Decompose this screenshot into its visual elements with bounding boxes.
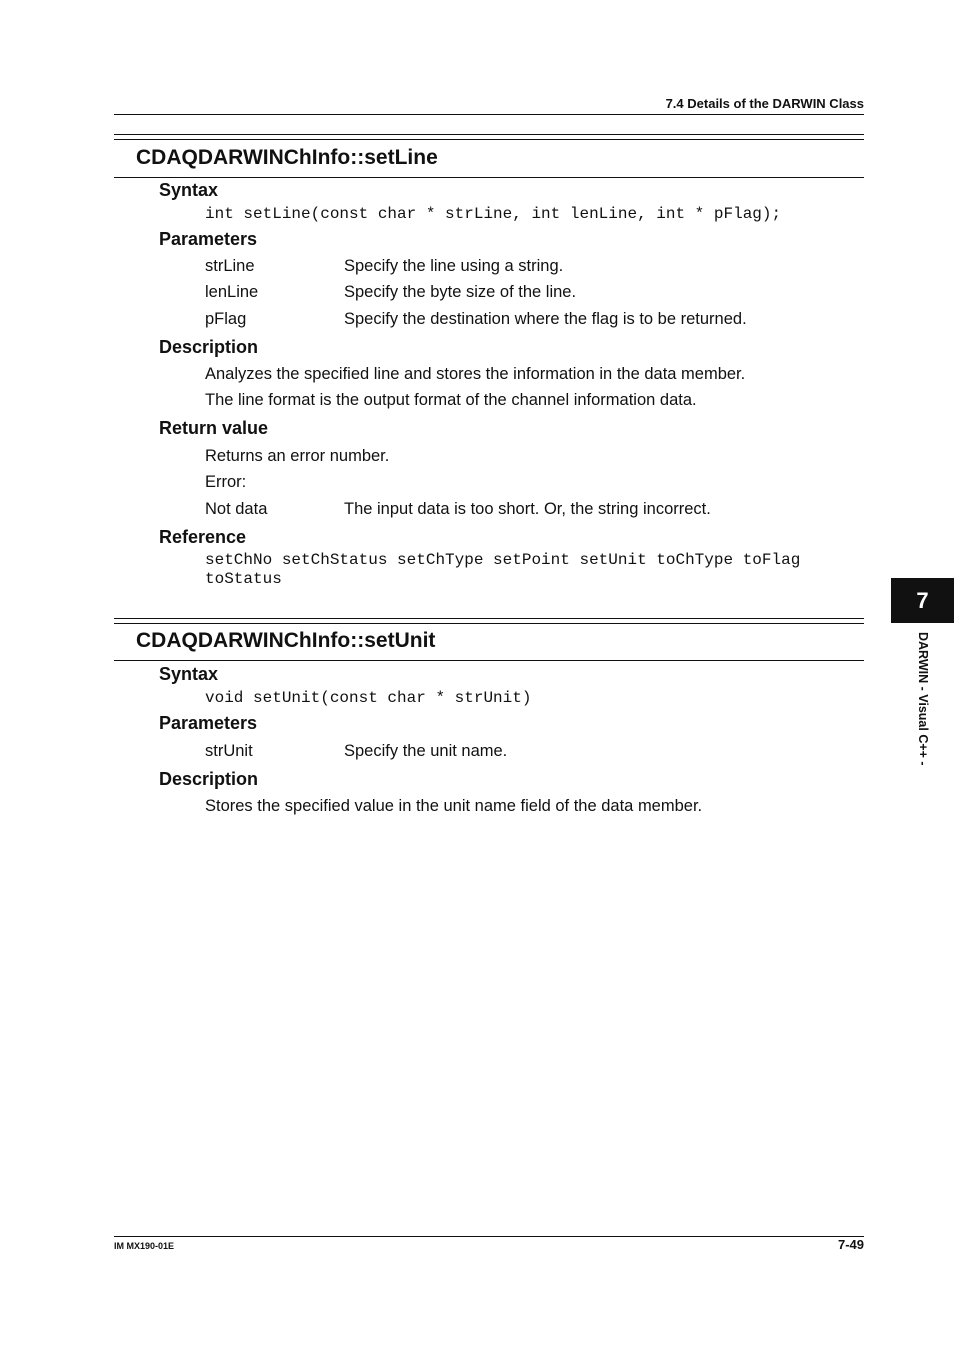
section-rule-top (114, 618, 864, 619)
return-line: Error: (205, 473, 247, 491)
param-desc: Specify the line using a string. (344, 257, 564, 275)
description-heading: Description (159, 337, 259, 357)
section-rule-top (114, 134, 864, 135)
description-line: Stores the specified value in the unit name field of the data member. (205, 797, 703, 815)
param-desc: Specify the byte size of the line. (344, 283, 577, 301)
running-header: 7.4 Details of the DARWIN Class (665, 96, 864, 111)
syntax-code: int setLine(const char * strLine, int lenLine, int * pFlag); (205, 205, 782, 223)
description-line: Analyzes the specified line and stores the information in the data member. (205, 365, 746, 383)
param-desc: Specify the unit name. (344, 742, 508, 760)
chapter-tab: 7 (891, 578, 954, 623)
section-title-setunit: CDAQDARWINChInfo::setUnit (136, 629, 436, 652)
header-rule (114, 114, 864, 115)
reference-heading: Reference (159, 527, 247, 547)
syntax-code: void setUnit(const char * strUnit) (205, 689, 532, 707)
error-name: Not data (205, 500, 268, 518)
description-line: The line format is the output format of the channel information data. (205, 391, 697, 409)
section-title-underline (114, 177, 864, 178)
footer-doc-id: IM MX190-01E (114, 1241, 175, 1251)
reference-line: toStatus (205, 570, 282, 588)
param-name: strUnit (205, 742, 253, 760)
reference-line: setChNo setChStatus setChType setPoint setUnit toChType toFlag (205, 551, 801, 569)
return-line: Returns an error number. (205, 447, 390, 465)
parameters-heading: Parameters (159, 229, 258, 249)
section-title-underline (114, 660, 864, 661)
param-name: lenLine (205, 283, 259, 301)
parameters-heading: Parameters (159, 713, 258, 733)
param-name: pFlag (205, 310, 247, 328)
section-rule-bottom (114, 623, 864, 624)
param-name: strLine (205, 257, 255, 275)
footer-page-number: 7-49 (837, 1237, 864, 1252)
section-rule-bottom (114, 139, 864, 140)
chapter-tab-label: DARWIN - Visual C++ - (916, 632, 930, 766)
section-title-setline: CDAQDARWINChInfo::setLine (136, 146, 438, 169)
description-heading: Description (159, 769, 259, 789)
param-desc: Specify the destination where the flag is to be returned. (344, 310, 747, 328)
error-desc: The input data is too short. Or, the string incorrect. (344, 500, 711, 518)
syntax-heading: Syntax (159, 664, 219, 684)
return-value-heading: Return value (159, 418, 269, 438)
syntax-heading: Syntax (159, 180, 219, 200)
footer-rule (114, 1236, 864, 1237)
